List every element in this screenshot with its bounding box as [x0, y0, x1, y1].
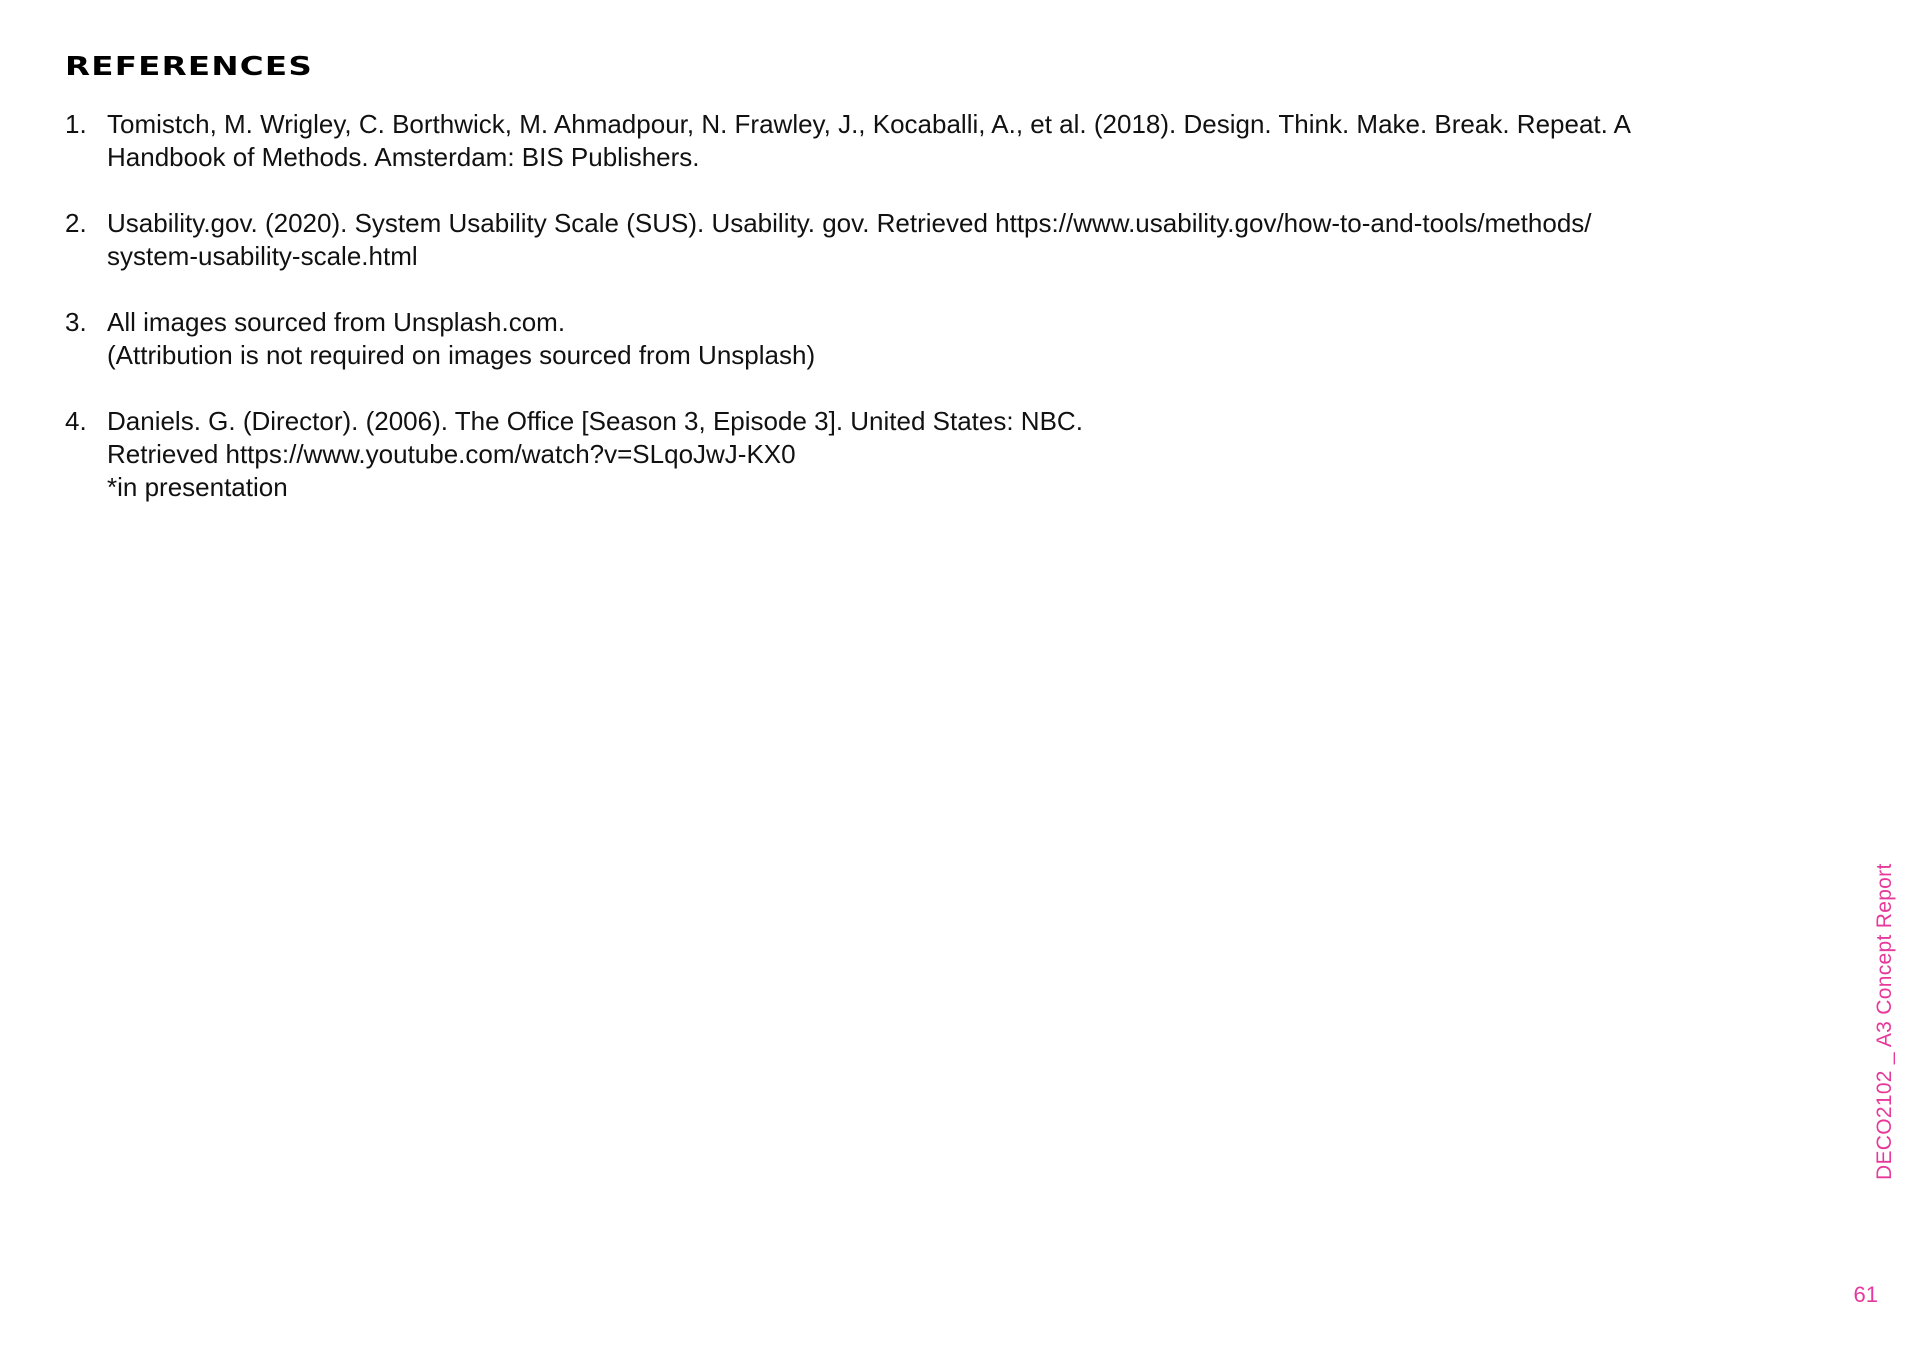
reference-number: 3.	[65, 307, 87, 337]
page-number: 61	[1853, 1282, 1878, 1307]
reference-number: 4.	[65, 406, 87, 436]
report-side-label: DECO2102 _ A3 Concept Report	[1873, 863, 1896, 1180]
reference-text-line: (Attribution is not required on images sourced from Unsplash)	[107, 340, 816, 370]
reference-text-line: Tomistch, M. Wrigley, C. Borthwick, M. Ahmadpour, N. Frawley, J., Kocaballi, A., et al. (2018). Design. Think. Make. Break. Repeat. A	[107, 109, 1631, 139]
reference-text-line: Handbook of Methods. Amsterdam: BIS Publishers.	[107, 142, 700, 172]
reference-list	[65, 108, 1765, 537]
reference-item	[65, 207, 1765, 273]
reference-text-line: All images sourced from Unsplash.com.	[107, 307, 566, 337]
reference-text-line: *in presentation	[107, 472, 288, 502]
reference-item	[65, 306, 1765, 372]
reference-text-line: Daniels. G. (Director). (2006). The Office [Season 3, Episode 3]. United States: NBC.	[107, 406, 1083, 436]
reference-text-line: system-usability-scale.html	[107, 241, 418, 271]
reference-number: 1.	[65, 109, 87, 139]
reference-item	[65, 108, 1765, 174]
reference-text-line: Usability.gov. (2020). System Usability Scale (SUS). Usability. gov. Retrieved https://www.usability.gov/how-to-and-tools/methods/	[107, 208, 1592, 238]
reference-number: 2.	[65, 208, 87, 238]
reference-item	[65, 405, 1765, 504]
page-title: REFERENCES	[65, 52, 314, 82]
reference-text-line: Retrieved https://www.youtube.com/watch?v=SLqoJwJ-KX0	[107, 439, 796, 469]
